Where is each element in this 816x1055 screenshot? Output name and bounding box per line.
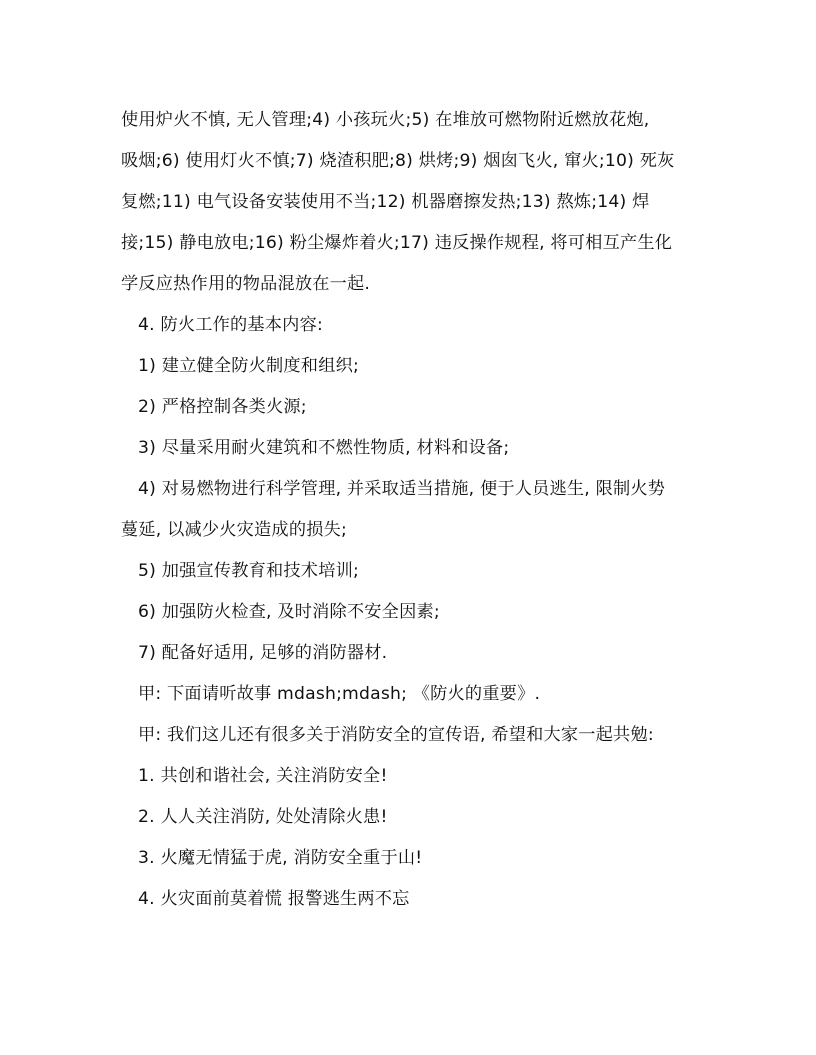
slogan-item: 1. 共创和谐社会, 关注消防安全! (138, 766, 388, 786)
slogan-item: 4. 火灾面前莫着慌 报警逃生两不忘 (138, 889, 410, 909)
list-item: 2) 严格控制各类火源; (138, 397, 307, 417)
list-item: 3) 尽量采用耐火建筑和不燃性物质, 材料和设备; (138, 438, 510, 458)
list-item-continuation: 蔓延, 以减少火灾造成的损失; (121, 520, 347, 540)
list-item: 6) 加强防火检查, 及时消除不安全因素; (138, 602, 440, 622)
list-item: 7) 配备好适用, 足够的消防器材. (138, 643, 388, 663)
paragraph-line: 学反应热作用的物品混放在一起. (121, 274, 371, 294)
list-item: 5) 加强宣传教育和技术培训; (138, 561, 359, 581)
paragraph-line: 吸烟;6) 使用灯火不慎;7) 烧渣积肥;8) 烘烤;9) 烟囱飞火, 窜火;10) 死灰 (121, 151, 675, 171)
paragraph-line: 使用炉火不慎, 无人管理;4) 小孩玩火;5) 在堆放可燃物附近燃放花炮, (121, 110, 650, 130)
document-body (121, 100, 701, 920)
slogan-item: 3. 火魔无情猛于虎, 消防安全重于山! (138, 848, 423, 868)
list-item: 1) 建立健全防火制度和组织; (138, 356, 359, 376)
slogan-item: 2. 人人关注消防, 处处清除火患! (138, 807, 388, 827)
paragraph-line: 接;15) 静电放电;16) 粉尘爆炸着火;17) 违反操作规程, 将可相互产生化 (121, 233, 673, 253)
dialogue-line: 甲: 下面请听故事 mdash;mdash; 《防火的重要》. (138, 684, 541, 704)
list-item: 4) 对易燃物进行科学管理, 并采取适当措施, 便于人员逃生, 限制火势 (138, 479, 666, 499)
paragraph-line: 复燃;11) 电气设备安装使用不当;12) 机器磨擦发热;13) 熬炼;14) 焊 (121, 192, 650, 212)
section-heading: 4. 防火工作的基本内容: (138, 315, 323, 335)
dialogue-line: 甲: 我们这儿还有很多关于消防安全的宣传语, 希望和大家一起共勉: (138, 725, 654, 745)
